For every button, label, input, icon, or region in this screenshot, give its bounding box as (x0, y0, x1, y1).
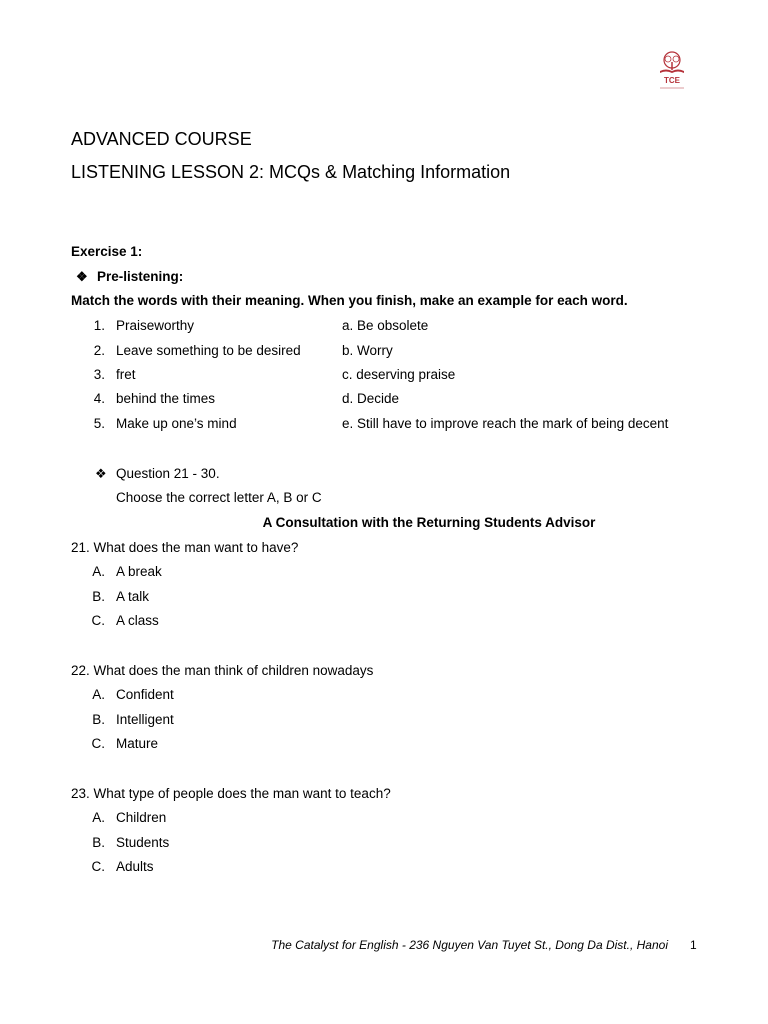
logo-text: TCE (664, 76, 680, 85)
option-text: A talk (116, 589, 150, 604)
matching-meaning: a. Be obsolete (342, 318, 429, 333)
tree-book-icon (652, 50, 692, 92)
match-instruction: Match the words with their meaning. When you finish, make an example for each word. (71, 293, 628, 308)
course-title: ADVANCED COURSE (71, 129, 252, 149)
question-bullet (95, 466, 107, 482)
option-text: Confident (116, 687, 174, 702)
matching-meaning: b. Worry (342, 343, 393, 358)
option-letter: C. (91, 613, 105, 628)
option-text: A class (116, 613, 159, 628)
section-title: A Consultation with the Returning Students Advisor (262, 515, 596, 530)
option-letter: B. (92, 835, 105, 850)
question-text: 23. What type of people does the man want to teach? (71, 786, 391, 801)
matching-number: 5. (93, 416, 105, 431)
option-letter: B. (92, 712, 105, 727)
matching-word: Leave something to be desired (116, 343, 301, 358)
question-text: 22. What does the man think of children nowadays (71, 663, 374, 678)
matching-number: 4. (93, 391, 105, 406)
matching-meaning: e. Still have to improve reach the mark of being decent (342, 416, 669, 431)
option-text: Students (116, 835, 170, 850)
matching-number: 2. (93, 343, 105, 358)
option-text: Mature (116, 736, 159, 751)
matching-word: Praiseworthy (116, 318, 195, 333)
option-letter: B. (92, 589, 105, 604)
exercise-label: Exercise 1: (71, 244, 143, 259)
diamond-bullet-icon: ❖ (95, 466, 107, 481)
question-instruction: Choose the correct letter A, B or C (116, 490, 322, 505)
tce-logo (652, 50, 692, 92)
option-letter: C. (91, 859, 105, 874)
prelistening-bullet (76, 269, 88, 285)
option-letter: A. (92, 810, 105, 825)
option-text: A break (116, 564, 162, 579)
diamond-bullet-icon: ❖ (76, 269, 88, 284)
matching-word: fret (116, 367, 136, 382)
question-range-label: Question 21 - 30. (116, 466, 220, 481)
option-text: Intelligent (116, 712, 174, 727)
matching-number: 1. (93, 318, 105, 333)
lesson-title: LISTENING LESSON 2: MCQs & Matching Information (71, 162, 511, 182)
matching-word: Make up one’s mind (116, 416, 237, 431)
footer-text: The Catalyst for English - 236 Nguyen Van Tuyet St., Dong Da Dist., Hanoi (271, 938, 668, 952)
option-letter: A. (92, 687, 105, 702)
prelistening-label: Pre-listening: (97, 269, 184, 284)
matching-number: 3. (93, 367, 105, 382)
matching-meaning: d. Decide (342, 391, 400, 406)
question-text: 21. What does the man want to have? (71, 540, 299, 555)
option-letter: C. (91, 736, 105, 751)
option-text: Children (116, 810, 167, 825)
page-number: 1 (690, 938, 697, 952)
matching-meaning: c. deserving praise (342, 367, 456, 382)
option-letter: A. (92, 564, 105, 579)
matching-word: behind the times (116, 391, 216, 406)
option-text: Adults (116, 859, 154, 874)
